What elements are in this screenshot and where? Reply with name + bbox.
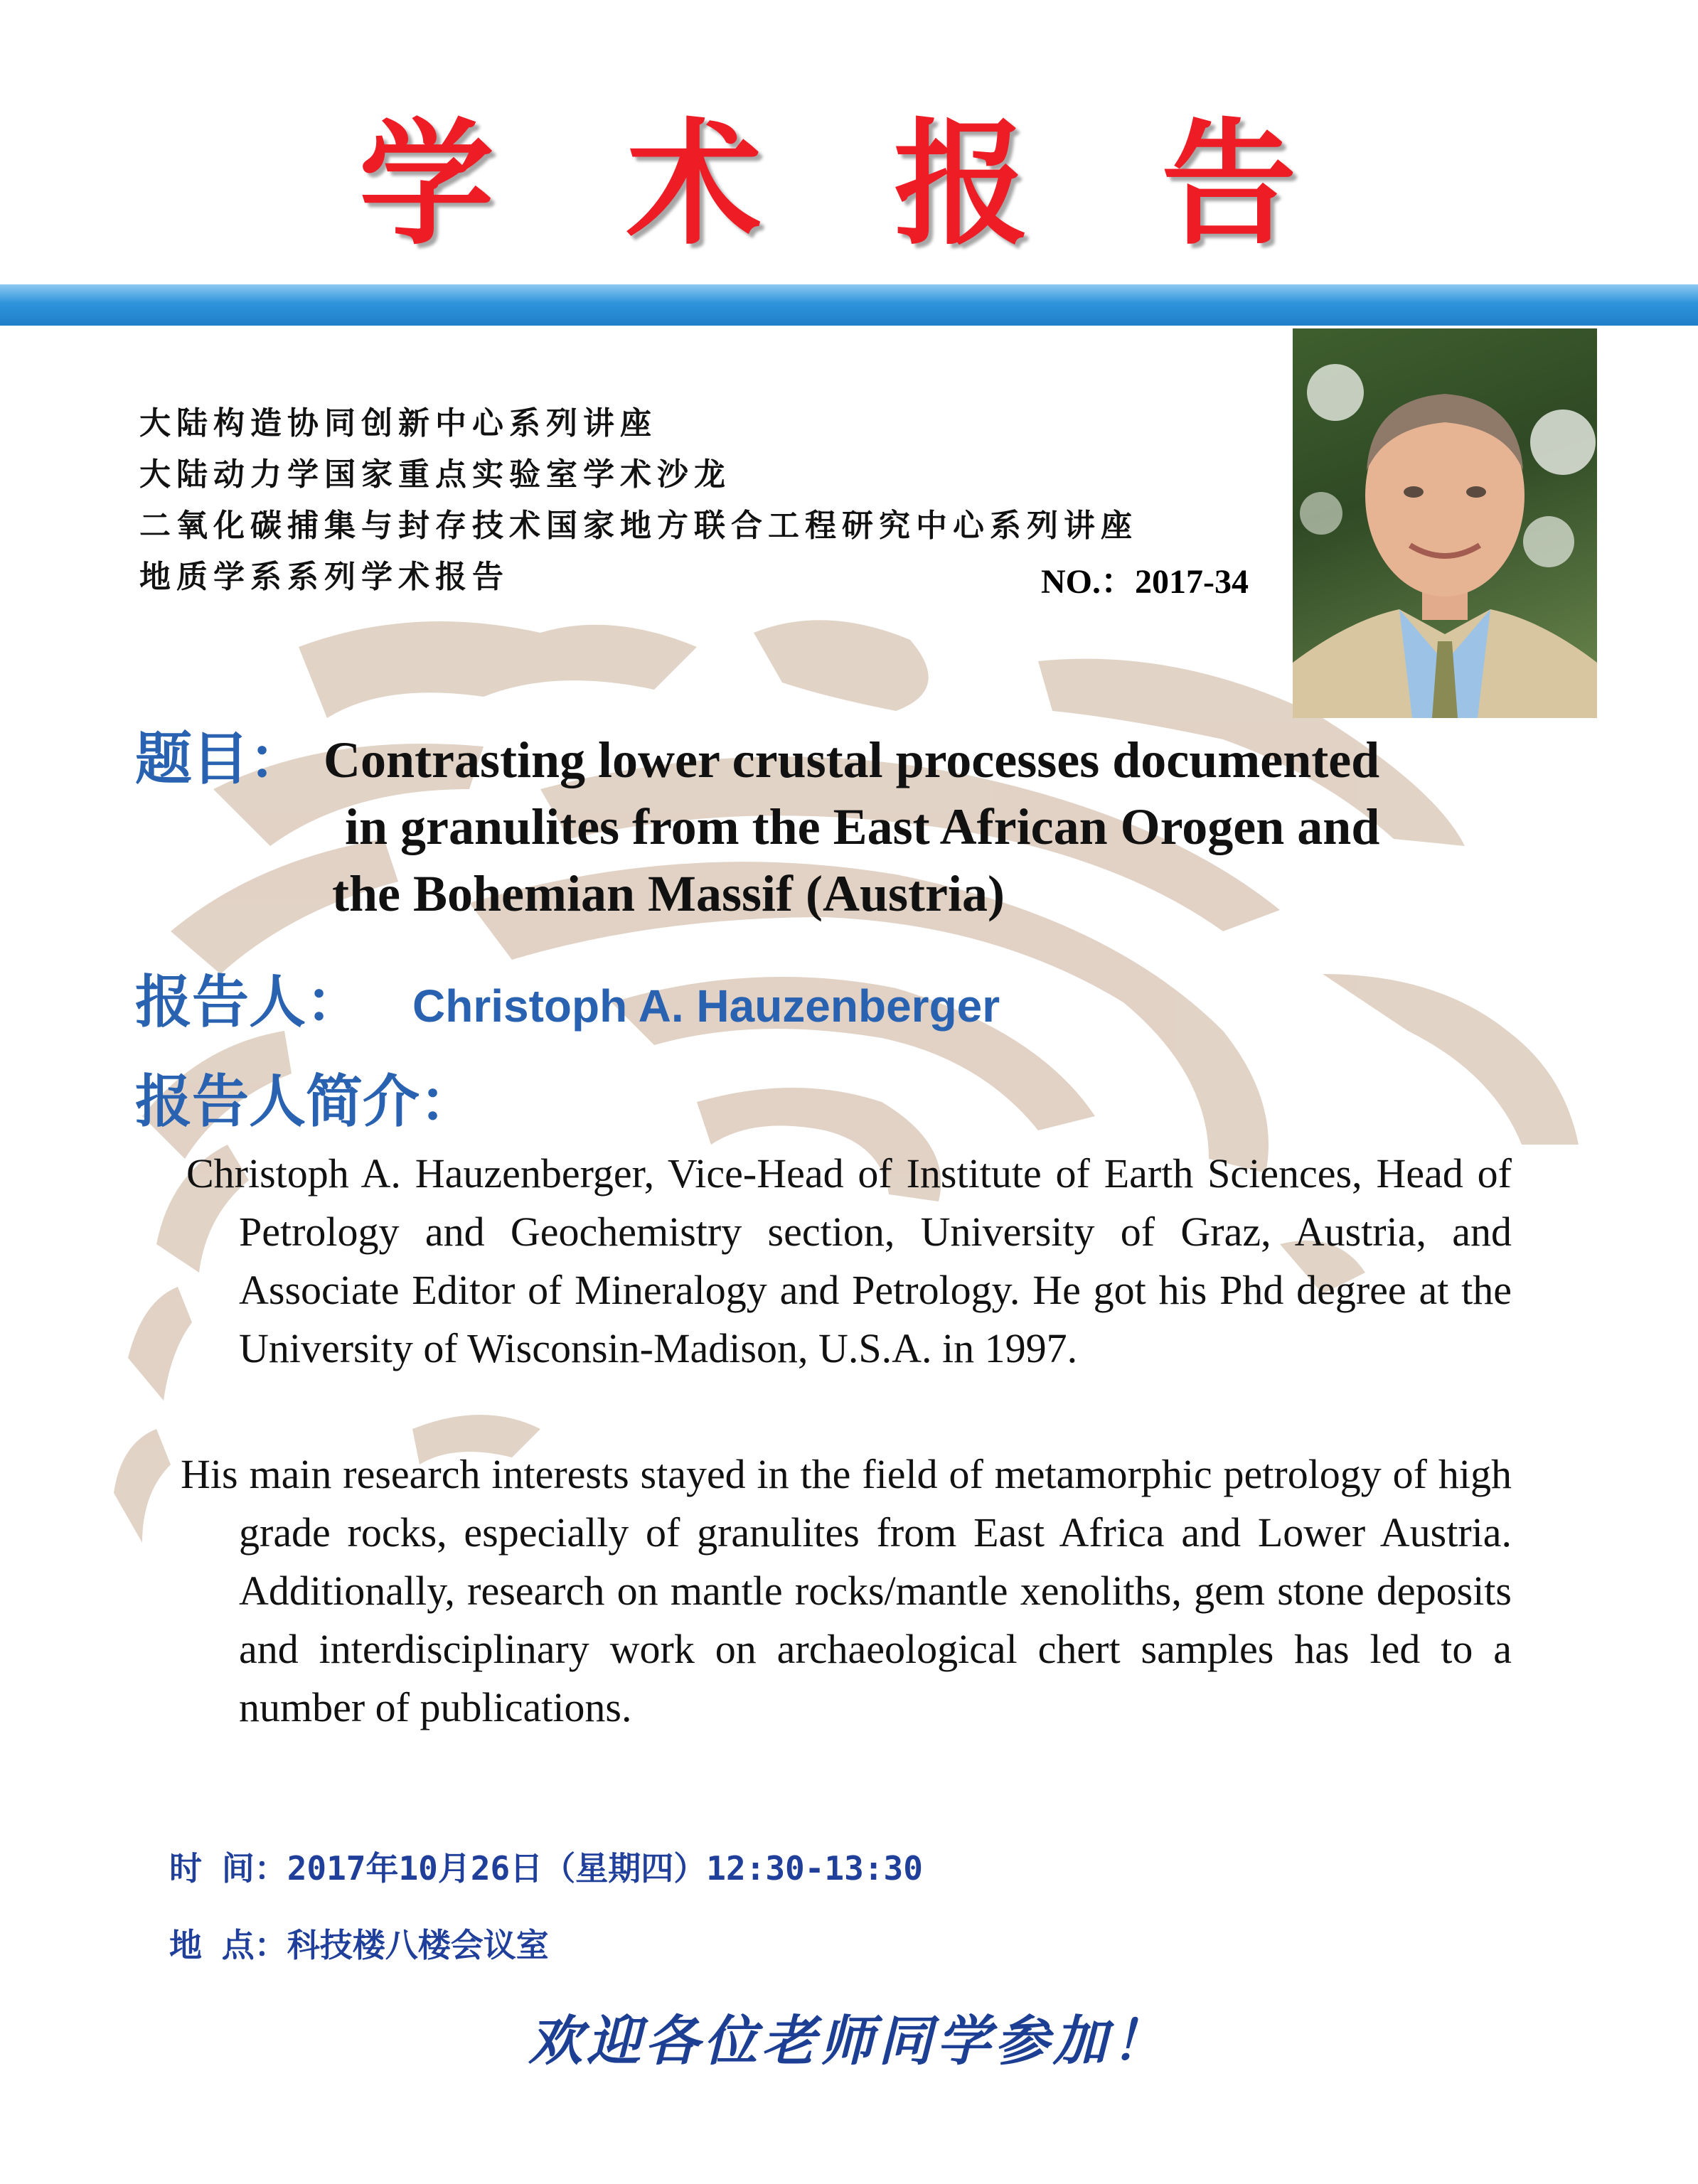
speaker-photo <box>1293 328 1597 718</box>
lecture-series-list <box>139 398 1249 603</box>
series-line-1: 大陆构造协同创新中心系列讲座 <box>139 405 657 441</box>
series-line-4: 地质学系系列学术报告 <box>139 559 509 595</box>
topic-line-1: Contrasting lower crustal processes documented <box>324 732 1380 788</box>
event-time: 时 间：2017年10月26日（星期四）12:30-13:30 <box>169 1849 923 1888</box>
topic-line-2: in granulites from the East African Orogen and <box>345 798 1380 855</box>
speaker-section <box>135 956 1000 1038</box>
speaker-portrait-illustration <box>1293 328 1597 718</box>
bio-paragraph-1: Christoph A. Hauzenberger, Vice-Head of Institute of Earth Sciences, Head of Petrology and Geochemistry section, University of Graz, Austria, and Associate Editor of Mineralogy and Petrology. He got his Phd degree at the University of Wisconsin-Madison, U.S.A. in 1997. <box>186 1150 1512 1371</box>
speaker-name: Christoph A. Hauzenberger <box>412 980 1000 1032</box>
speaker-label: 报告人： <box>135 969 363 1035</box>
event-place: 地 点：科技楼八楼会议室 <box>169 1926 549 1964</box>
bio-paragraph-2: His main research interests stayed in the field of metamorphic petrology of high grade rocks, especially of granulites from East Africa and Lower Austria. Additionally, research on mantle rocks/mantle xenoliths, gem stone deposits and interdisciplinary work on archaeological chert samples has led to a number of publications. <box>181 1451 1512 1730</box>
topic-line-3: the Bohemian Massif (Austria) <box>332 865 1005 922</box>
report-number: NO.：2017-34 <box>1041 563 1249 601</box>
header-band <box>0 284 1698 326</box>
topic-label: 题目： <box>135 726 306 792</box>
series-line-3: 二氧化碳捕集与封存技术国家地方联合工程研究中心系列讲座 <box>139 508 1138 544</box>
poster-title: 学 术 报 告 <box>358 106 1340 263</box>
welcome-message: 欢迎各位老师同学参加！ <box>528 2009 1170 2072</box>
series-line-2: 大陆动力学国家重点实验室学术沙龙 <box>139 456 731 493</box>
topic-title <box>324 727 1639 927</box>
bio-label: 报告人简介： <box>135 1069 476 1135</box>
